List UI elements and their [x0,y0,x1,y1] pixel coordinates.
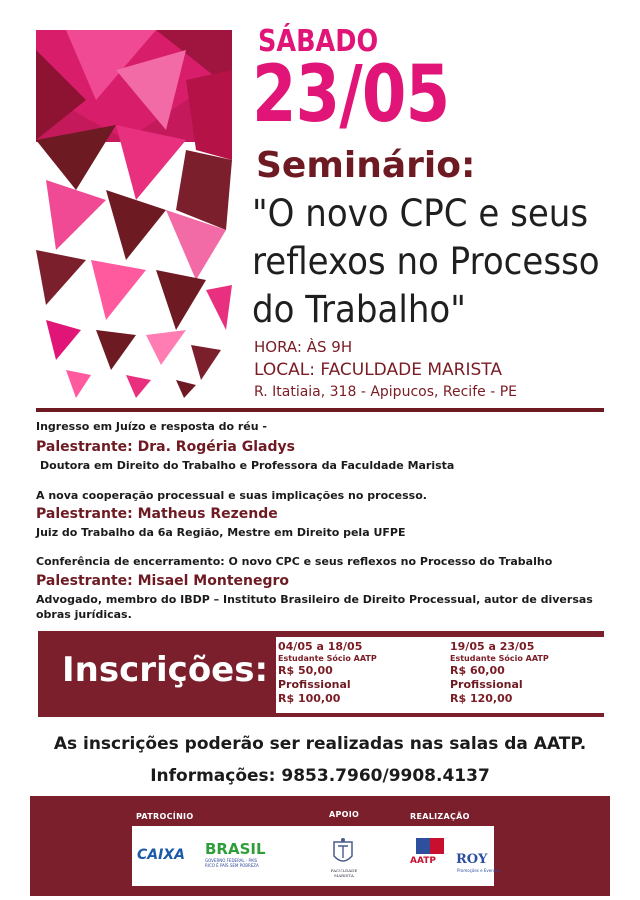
student-label: Estudante Sócio AATP [450,654,549,663]
professional-label: Profissional [450,678,523,691]
governo-brasil-logo [205,840,267,870]
event-title-line-2: reflexos no Processo [252,240,600,283]
program-speaker-3: Palestrante: Misael Montenegro [36,573,290,589]
registration-period-1 [278,640,377,706]
brasil-logo-text: BRASIL [205,840,266,858]
marista-logo-text: FACULDADE MARISTA [330,868,358,878]
aatp-emblem-icon [412,836,450,872]
event-type: Seminário: [256,145,476,186]
event-title-line-1: "O novo CPC e seus [252,192,589,235]
professional-price: R$ 120,00 [450,692,513,705]
aatp-logo-text: AATP [410,856,436,866]
program-topic-1: Ingresso em Juízo e resposta do réu - [36,420,267,433]
sponsor-label: PATROCÍNIO [136,812,194,821]
professional-price: R$ 100,00 [278,692,341,705]
period-range: 19/05 a 23/05 [450,640,535,653]
student-price: R$ 60,00 [450,664,505,677]
program-bio-1: Doutora em Direito do Trabalho e Professora da Faculdade Marista [40,459,455,472]
program-bio-2: Juiz do Trabalho da 6a Região, Mestre em Direito pela UFPE [36,526,406,539]
organizer-label: REALIZAÇÃO [410,812,470,821]
registration-period-2 [450,640,549,706]
triangle-pattern-artwork [36,30,232,400]
roy-logo-text: ROY [456,852,488,867]
student-price: R$ 50,00 [278,664,333,677]
event-address: R. Itatiaia, 318 - Apipucos, Recife - PE [254,384,517,400]
program-topic-3: Conferência de encerramento: O novo CPC e seus reflexos no Processo do Trabalho [36,555,553,568]
program-speaker-1: Palestrante: Dra. Rogéria Gladys [36,439,295,455]
section-divider [36,408,604,412]
contact-phones: Informações: 9853.7960/9908.4137 [150,766,490,786]
support-label: APOIO [329,810,360,819]
student-label: Estudante Sócio AATP [278,654,377,663]
program-topic-2: A nova cooperação processual e suas implicações no processo. [36,489,427,502]
program-speaker-2: Palestrante: Matheus Rezende [36,506,278,522]
registration-note: As inscrições poderão ser realizadas nas salas da AATP. [53,734,587,754]
registration-label: Inscrições: [62,650,269,690]
caixa-logo: CAIXA [137,847,185,863]
brasil-logo-subtitle: GOVERNO FEDERAL · PAÍS RICO É PAÍS SEM POBREZA [205,858,259,868]
professional-label: Profissional [278,678,351,691]
program-bio-3-line-2: obras jurídicas. [36,608,132,621]
event-title-line-3: do Trabalho" [252,288,466,331]
period-range: 04/05 a 18/05 [278,640,363,653]
roy-logo-subtitle: Promoções e Eventos [457,868,500,873]
program-bio-3-line-1: Advogado, membro do IBDP – Instituto Brasileiro de Direito Processual, autor de diversas [36,593,593,606]
event-date: 23/05 [252,50,450,140]
event-day: SÁBADO [258,24,379,59]
event-time: HORA: ÀS 9H [254,338,353,356]
event-location: LOCAL: FACULDADE MARISTA [254,360,502,380]
